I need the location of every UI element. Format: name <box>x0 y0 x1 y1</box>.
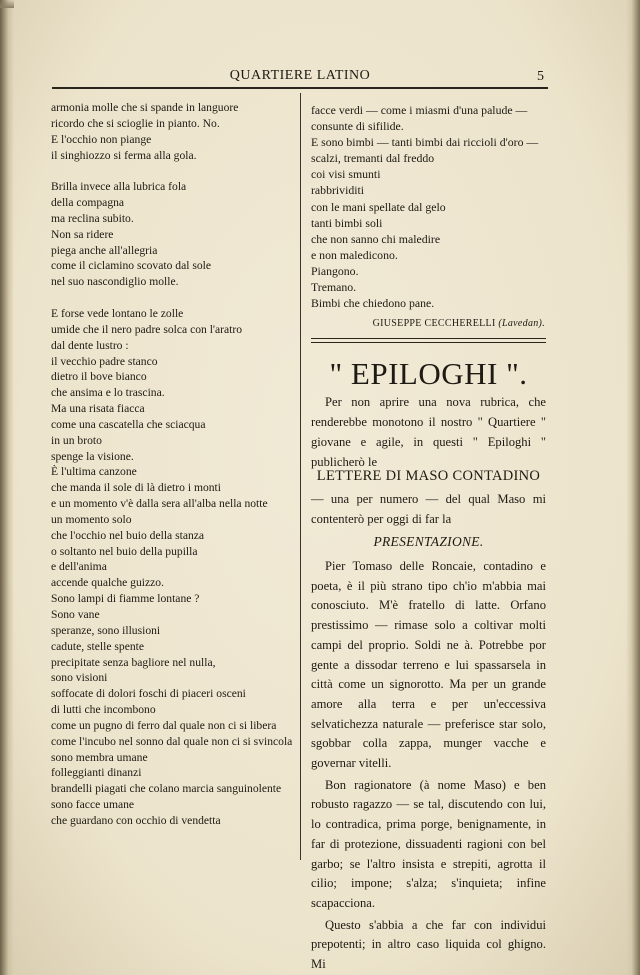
poem-line: che ansima e lo trascina. <box>51 386 165 400</box>
poem-line: rabbrividiti <box>311 183 365 198</box>
running-title: QUARTIERE LATINO <box>229 68 371 83</box>
poem-line: un momento solo <box>51 512 132 526</box>
poem-line: il singhiozzo si ferma alla gola. <box>51 148 197 162</box>
page-number: 5 <box>537 69 544 84</box>
poem-line: brandelli piagati che colano marcia sanguinolente <box>51 782 282 796</box>
poem-line: come il ciclamino scovato dal sole <box>51 259 212 273</box>
poem-line: sono visioni <box>51 671 108 685</box>
poem-line: E l'occhio non piange <box>51 132 152 146</box>
poem-line: sono facce umane <box>51 798 135 812</box>
after-subheading-paragraph: — una per numero — del qual Maso mi contenterò per oggi di far la <box>311 492 546 526</box>
poem-line: Ma una risata fiacca <box>51 402 145 416</box>
poem-line: che manda il sole di là dietro i monti <box>51 481 222 495</box>
column-divider <box>300 93 301 860</box>
poem-line: in un broto <box>51 433 102 447</box>
poem-line: e un momento v'è dalla sera all'alba nella notte <box>51 497 268 511</box>
poem-line: della compagna <box>51 196 125 210</box>
right-column-poem <box>311 102 551 311</box>
section-double-rule <box>311 338 546 343</box>
poem-line: con le mani spellate dal gelo <box>311 199 446 214</box>
page-edge-right <box>626 0 640 975</box>
poem-line: Sono vane <box>51 608 100 621</box>
poem-line: dietro il bove bianco <box>51 370 147 384</box>
epiloghi-intro <box>311 392 546 472</box>
poem-line: Bimbi che chiedono pane. <box>311 296 435 311</box>
header-rule <box>52 87 548 89</box>
poem-line: come una cascatella che sciacqua <box>51 417 206 431</box>
poem-line: facce verdi — come i miasmi d'una palude — <box>311 103 528 117</box>
presentazione-body <box>311 557 546 975</box>
poem-line: e dell'anima <box>51 560 107 574</box>
after-subheading <box>311 489 546 529</box>
poem-line: ricordo che si scioglie in pianto. No. <box>51 116 220 130</box>
stanza-break <box>51 290 299 306</box>
poem-line: Piangono. <box>311 263 359 278</box>
page-edge-left <box>0 0 14 975</box>
poem-line: cadute, stelle spente <box>51 639 145 653</box>
poem-line: il vecchio padre stanco <box>51 354 158 368</box>
poem-line: armonia molle che si spande in languore <box>51 101 239 114</box>
letters-subheading: LETTERE DI MASO CONTADINO <box>316 468 541 484</box>
poem-line: Brilla invece alla lubrica fola <box>51 180 187 194</box>
poem-signature <box>311 318 545 329</box>
running-header <box>52 68 548 88</box>
poem-line: che l'occhio nel buio della stanza <box>51 528 205 542</box>
poem-line: coi visi smunti <box>311 167 381 182</box>
paragraph: Pier Tomaso delle Roncaie, contadino e poeta, è il più strano tipo ch'io m'abbia mai conosciuto. M'è fratello di latte. Orfano prestissimo — rimase solo a coltivar molti campi del proprio. Soldi ne à. Potrebbe por gente a dissodar terreno e lui spassarsela in città come un signorotto. Ma per un grande amore alla terra e per un'eccessiva selvatichezza naturale — preferisce star solo, sgobbar colla zappa, munger vacche e governar vitelli. <box>311 559 546 771</box>
poem-line: E forse vede lontano le zolle <box>51 306 184 320</box>
paragraph: Bon ragionatore (à nome Maso) e ben robusto ragazzo — se tal, discutendo con lui, lo contradica, prima porge, benignamente, in far di protezione, dissuadenti ragioni con bel garbo; se l'altro insista e strepiti, agrotta il cilio; impone; s'alza; s'inquieta; infine scapacciona. <box>311 777 546 910</box>
poem-line: che non sanno chi maledire <box>311 231 441 246</box>
poem-line: consunte di sifilide. <box>311 119 404 134</box>
presentazione-heading: PRESENTAZIONE. <box>373 534 484 549</box>
poem-line: precipitate senza bagliore nel nulla, <box>51 655 216 669</box>
poem-line: E sono bimbi — tanti bimbi dai riccioli d'oro — <box>311 135 539 150</box>
paragraph: Questo s'abbia a che far con individui prepotenti; in altro caso liquida col ghigno. Mi <box>311 917 546 972</box>
epiloghi-title: " EPILOGHI ". <box>329 356 528 391</box>
poem-line: soffocate di dolori foschi di piaceri osceni <box>51 687 246 701</box>
page-edge-bottom <box>0 0 14 8</box>
poem-line: sono membra umane <box>51 750 148 764</box>
poem-line: È l'ultima canzone <box>51 465 137 479</box>
poem-line: tanti bimbi soli <box>311 215 383 230</box>
poem-line: piega anche all'allegria <box>51 243 158 257</box>
author-name: GIUSEPPE CECCHERELLI <box>372 318 496 329</box>
poem-line: dal dente lustro : <box>51 338 129 352</box>
poem-line: spenge la visione. <box>51 449 134 463</box>
left-column-poem <box>51 100 299 829</box>
poem-line: umide che il nero padre solca con l'aratro <box>51 322 243 336</box>
poem-line: come un pugno di ferro dal quale non ci si libera <box>51 718 277 732</box>
poem-line: speranze, sono illusioni <box>51 623 161 637</box>
poem-line: ma reclina subito. <box>51 211 134 225</box>
poem-line: Tremano. <box>311 280 357 295</box>
poem-line: folleggianti dinanzi <box>51 766 142 780</box>
poem-line: e non maledicono. <box>311 247 398 262</box>
poem-line: che guardano con occhio di vendetta <box>51 813 221 827</box>
poem-line: o soltanto nel buio della pupilla <box>51 544 198 558</box>
poem-line: come l'incubo nel sonno dal quale non ci si svincola <box>51 734 293 748</box>
poem-line: scalzi, tremanti dal freddo <box>311 151 435 166</box>
poem-line: di lutti che incombono <box>51 703 156 717</box>
poem-line: Non sa ridere <box>51 227 114 241</box>
author-pseudonym: (Lavedan). <box>498 318 545 329</box>
intro-paragraph: Per non aprire una nova rubrica, che renderebbe monotono il nostro " Quartiere " giovane e agile, in questi " Epiloghi " publicherò le <box>311 395 546 469</box>
poem-line: accende qualche guizzo. <box>51 576 164 590</box>
poem-line: nel suo nascondiglio molle. <box>51 275 179 289</box>
poem-line: Sono lampi di fiamme lontane ? <box>51 592 200 606</box>
stanza-break <box>51 163 299 179</box>
